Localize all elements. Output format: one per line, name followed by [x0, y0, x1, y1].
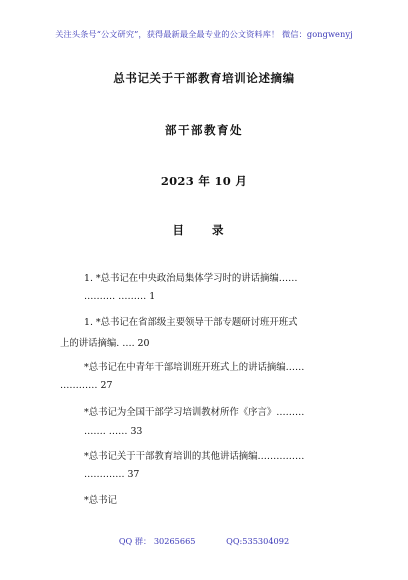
toc-line: ………… 27 — [60, 380, 113, 391]
toc-line: …………. 37 — [84, 469, 140, 480]
toc-line: ………. ……… 1 — [84, 291, 156, 302]
document-date: 2023 年 10 月 — [160, 174, 248, 188]
qq-group-text: QQ 群： 30265665 — [118, 536, 196, 546]
toc-line: 上的讲话摘编. …. 20 — [60, 338, 150, 349]
toc-line: 1. *总书记在中央政治局集体学习时的讲话摘编…… — [84, 273, 298, 284]
toc-line: *总书记 — [84, 495, 117, 506]
organization-name: 部干部教育处 — [165, 123, 243, 137]
toc-line: *总书记为全国干部学习培训教材所作《序言》……… — [84, 407, 305, 418]
toc-line: *总书记关于干部教育培训的其他讲话摘编…………… — [84, 451, 305, 462]
qq-number-text: QQ:535304092 — [226, 536, 290, 546]
document-title: 总书记关于干部教育培训论述摘编 — [113, 71, 295, 85]
toc-line: ……. …… 33 — [84, 426, 143, 437]
toc-line: 1. *总书记在省部级主要领导干部专题研讨班开班式 — [84, 317, 298, 328]
toc-heading: 目 录 — [172, 223, 236, 237]
toc-line: *总书记在中青年干部培训班开班式上的讲话摘编…… — [84, 362, 305, 373]
footer-contact — [0, 536, 408, 547]
header-note: 关注头条号“公文研究”，获得最新最全最专业的公文资料库！ 微信：gongwenyj — [55, 29, 353, 39]
